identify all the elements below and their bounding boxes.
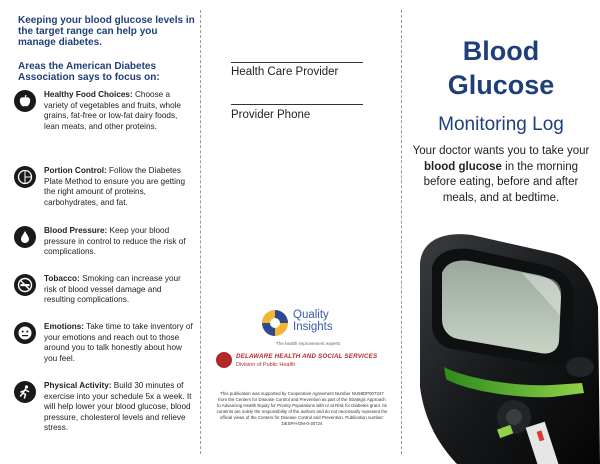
lead-part-2: in the morning before eating, before and after meals, and at bedtime. xyxy=(423,160,579,204)
funding-disclaimer: This publication was supported by Cooperative Agreement Number NU58DP007347 from the Centers for Disease Control and Prevention as part of the Strategic Approach to Advancing Health Equity for Priority Populations with or at Risk for Diabetes grant. Its contents are solely the responsibility of the authors and do not necessarily represent the official views of the Centers for Disease Control and Prevention. Publication number: DESPH-DM-0-30724 xyxy=(216,391,388,426)
areas-heading: Areas the American Diabetes Association says to focus on: xyxy=(18,61,160,83)
focus-item-body: Choose a variety of vegetables and fruits, whole grains, fat-free or low-fat dairy foods, lean meats, and other proteins. xyxy=(44,90,181,131)
focus-item-text xyxy=(44,274,194,306)
focus-item-body: Take time to take inventory of your emotions and reach out to those around you to talk honestly about how you feel. xyxy=(44,322,193,363)
right-panel xyxy=(402,0,600,464)
cover-title-line1: Blood xyxy=(462,36,540,66)
provider-write-line xyxy=(231,62,363,63)
phone-label: Provider Phone xyxy=(231,109,311,121)
focus-item-title: Tobacco: xyxy=(44,274,80,283)
focus-item-title: Healthy Food Choices: xyxy=(44,90,133,99)
plate-icon xyxy=(14,166,36,188)
phone-write-line xyxy=(231,104,363,105)
quality-insights-mark xyxy=(260,308,290,338)
cover-title-line2: Glucose xyxy=(447,70,555,100)
no-smoking-icon xyxy=(14,274,36,296)
focus-item-body: Follow the Diabetes Plate Method to ensure you are getting the right amount of proteins, carbohydrates, and fat. xyxy=(44,166,186,207)
focus-item-title: Physical Activity: xyxy=(44,381,112,390)
qi-line1: Quality xyxy=(293,309,329,321)
focus-item-body: Build 30 minutes of exercise into your schedule 5x a week. It will help lower your blood glucose, blood pressure, cholesterol levels and relieve stress. xyxy=(44,381,192,433)
fold-line-left xyxy=(200,10,201,454)
blood-drop-icon xyxy=(14,226,36,248)
cover-lead-text xyxy=(412,144,590,206)
middle-panel xyxy=(202,0,400,464)
dhss-seal-icon xyxy=(216,352,232,368)
quality-insights-logo xyxy=(260,308,350,346)
focus-item-text xyxy=(44,166,194,208)
focus-item-title: Emotions: xyxy=(44,322,85,331)
focus-item-title: Portion Control: xyxy=(44,166,107,175)
focus-item-text xyxy=(44,90,194,132)
dhss-division: Division of Public Health xyxy=(236,362,296,368)
focus-item-body: Smoking can increase your risk of blood vessel damage and resulting complications. xyxy=(44,274,181,305)
quality-insights-tagline: The health improvement experts xyxy=(276,341,341,346)
face-icon xyxy=(14,322,36,344)
focus-item-body: Keep your blood pressure in control to reduce the risk of complications. xyxy=(44,226,186,257)
focus-item-text xyxy=(44,226,194,258)
dhss-name: DELAWARE HEALTH AND SOCIAL SERVICES xyxy=(236,353,378,360)
focus-item-text xyxy=(44,381,194,434)
glucose-meter-image xyxy=(402,227,600,464)
provider-label: Health Care Provider xyxy=(231,66,339,78)
apple-icon xyxy=(14,90,36,112)
focus-item-text xyxy=(44,322,194,364)
intro-text: Keeping your blood glucose levels in the target range can help you manage diabetes. xyxy=(18,15,195,48)
lead-part-1: Your doctor wants you to take your xyxy=(412,145,590,157)
dhss-logo xyxy=(216,352,396,372)
focus-item-title: Blood Pressure: xyxy=(44,226,108,235)
lead-bold: blood glucose xyxy=(423,160,502,173)
qi-line2: Insights xyxy=(293,321,333,333)
left-panel xyxy=(0,0,200,464)
cover-subtitle: Monitoring Log xyxy=(438,114,564,135)
quality-insights-wordmark xyxy=(293,309,333,333)
runner-icon xyxy=(14,381,36,403)
